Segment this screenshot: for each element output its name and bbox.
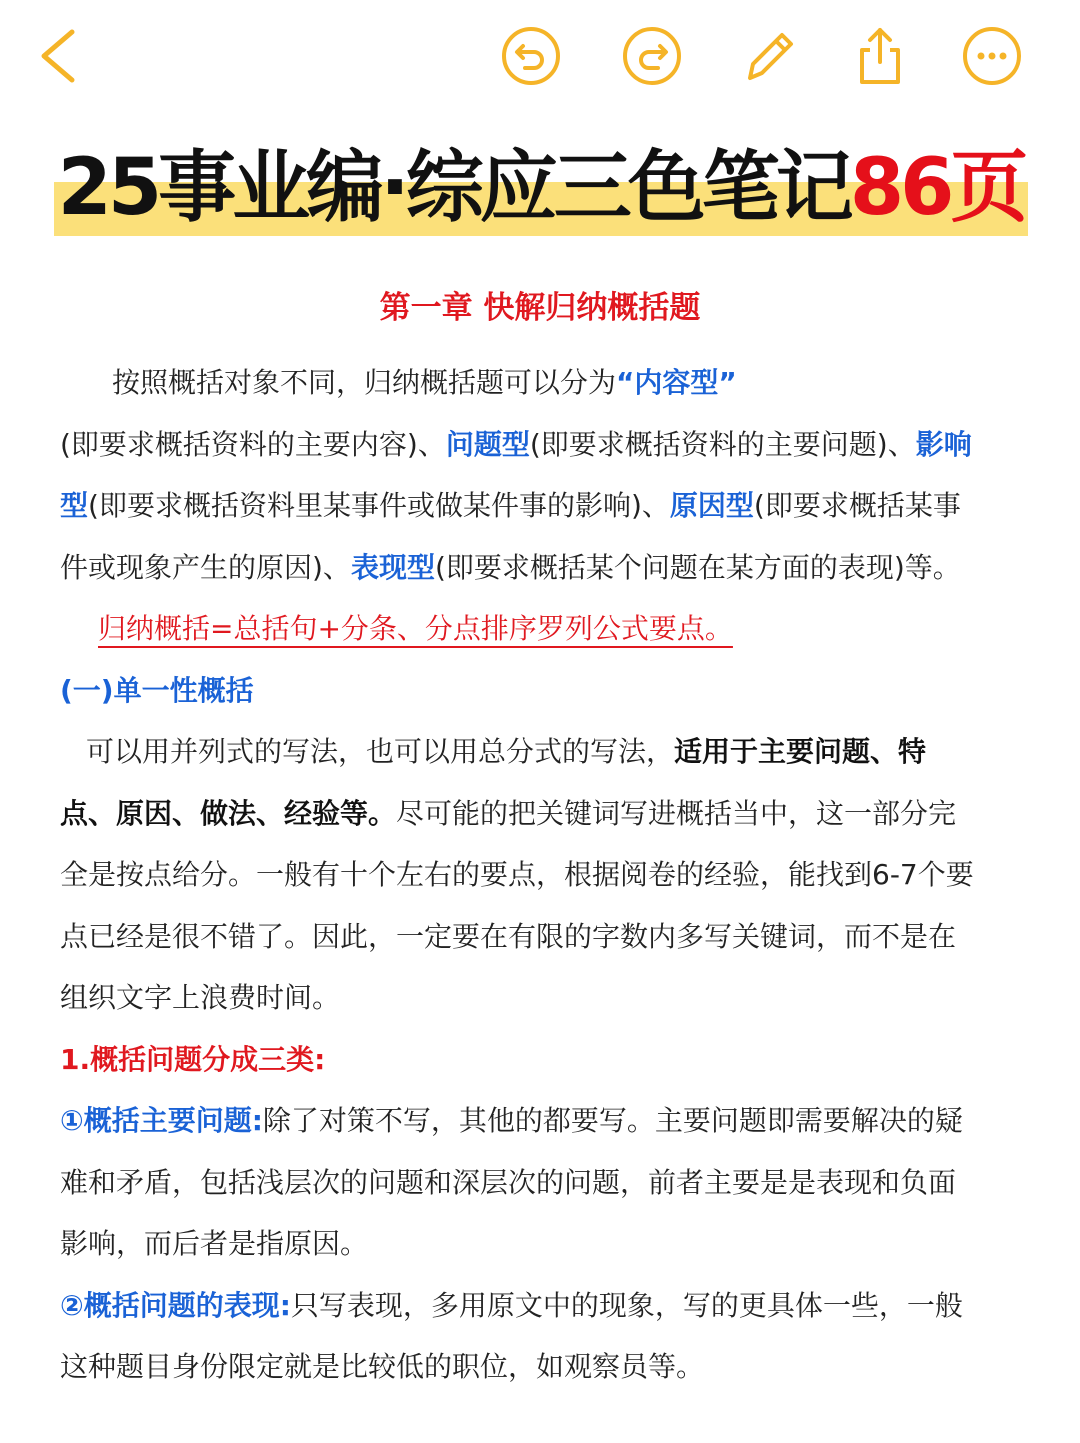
more-icon[interactable] xyxy=(962,26,1022,86)
back-chevron-icon[interactable] xyxy=(30,26,90,86)
section1-line-4: 点已经是很不错了。因此，一定要在有限的字数内多写关键词，而不是在 xyxy=(60,919,957,953)
section1-line-1: 可以用并列式的写法，也可以用总分式的写法，适用于主要问题、特 xyxy=(86,735,927,768)
title-text xyxy=(54,138,1028,238)
section1-heading: (一)单一性概括 xyxy=(60,673,254,707)
chapter-title: 第一章 快解归纳概括题 xyxy=(379,290,701,326)
note-title xyxy=(54,138,1028,238)
note-body xyxy=(60,352,1025,1398)
intro-line-3: 型(即要求概括资料里某事件或做某件事的影响)、原因型(即要求概括某事 xyxy=(60,489,961,522)
formula-text: 归纳概括=总括句+分条、分点排序罗列公式要点。 xyxy=(98,612,733,645)
intro-line-4: 件或现象产生的原因)、表现型(即要求概括某个问题在某方面的表现)等。 xyxy=(60,550,961,584)
intro-line-1: 按照概括对象不同，归纳概括题可以分为“内容型” xyxy=(112,366,737,399)
redo-icon[interactable] xyxy=(622,26,682,86)
title-page-count: 86页 xyxy=(849,143,1025,233)
item2-line-1: ②概括问题的表现:只写表现，多用原文中的现象，写的更具体一些，一般 xyxy=(60,1288,963,1322)
section1-line-5: 组织文字上浪费时间。 xyxy=(60,981,341,1014)
section1-line-2: 点、原因、做法、经验等。尽可能的把关键词写进概括当中，这一部分完 xyxy=(60,796,957,830)
title-main: 25事业编·综应三色笔记 xyxy=(57,143,850,233)
sub1-heading: 1.概括问题分成三类: xyxy=(60,1042,326,1076)
item1-line-1: ①概括主要问题:除了对策不写，其他的都要写。主要问题即需要解决的疑 xyxy=(60,1104,963,1137)
item2-line-2: 这种题目身份限定就是比较低的职位，如观察员等。 xyxy=(60,1350,705,1383)
intro-line-2: (即要求概括资料的主要内容)、问题型(即要求概括资料的主要问题)、影响 xyxy=(60,427,972,461)
section1-line-3: 全是按点给分。一般有十个左右的要点，根据阅卷的经验，能找到6-7个要 xyxy=(60,858,974,891)
formula-line xyxy=(60,598,1025,660)
undo-icon[interactable] xyxy=(501,26,561,86)
share-icon[interactable] xyxy=(850,26,910,86)
pen-icon[interactable] xyxy=(740,26,800,86)
note-toolbar xyxy=(0,0,1080,112)
item1-line-2: 难和矛盾，包括浅层次的问题和深层次的问题，前者主要是是表现和负面 xyxy=(60,1165,957,1199)
item1-line-3: 影响，而后者是指原因。 xyxy=(60,1227,369,1260)
